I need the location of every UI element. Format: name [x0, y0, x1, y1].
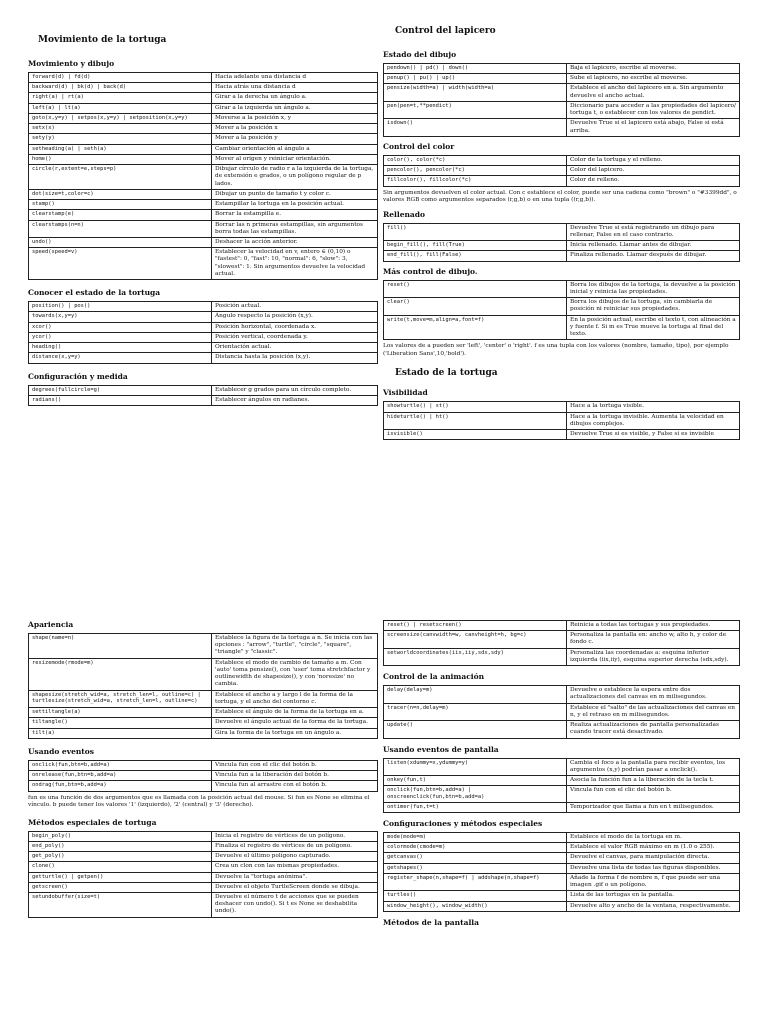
- function-description: Estampillar la tortuga en la posición actual.: [212, 200, 378, 210]
- function-signature: register_shape(n,shape=f) | addshape(n,shape=f): [384, 873, 567, 890]
- function-signature: clearstamp(e): [29, 210, 212, 220]
- table-row: [29, 200, 378, 210]
- function-description: Devuelve alto y ancho de la ventana, respectivamente.: [567, 901, 740, 911]
- function-signature: screensize(canvwidth=w, canvheight=h, bg=c): [384, 631, 567, 648]
- function-description: Realiza actualizaciones de pantalla personalizadas cuando tracer está desactivado.: [567, 721, 740, 738]
- function-signature: end_fill(), fill(False): [384, 251, 567, 261]
- function-signature: towards(x,y=y): [29, 312, 212, 322]
- section-heading: Configuraciones y métodos especiales: [383, 819, 543, 829]
- function-table: [383, 832, 740, 912]
- function-description: En la posición actual, escribe el texto t, con alineación a y fuente f. Si m es True mueve la tortuga al final del texto.: [567, 315, 740, 340]
- right-bottom-column: [383, 620, 740, 927]
- function-signature: hideturtle() | ht(): [384, 412, 567, 429]
- function-description: Color de relleno.: [567, 176, 740, 186]
- function-signature: xcor(): [29, 322, 212, 332]
- right-top-column: [383, 26, 740, 440]
- function-signature: get_poly(): [29, 852, 212, 862]
- function-signature: penup() | pu() | up(): [384, 74, 567, 84]
- function-description: Crea un clon con las mismas propiedades.: [212, 862, 378, 872]
- table-row: [29, 882, 378, 892]
- function-description: Mover a la posición y: [212, 134, 378, 144]
- function-table: [383, 620, 740, 666]
- function-signature: listen(xdummy=x,ydummy=y): [384, 758, 567, 775]
- function-description: Finaliza el registro de vértices de un polígono.: [212, 841, 378, 851]
- function-signature: undo(): [29, 237, 212, 247]
- table-row: [29, 134, 378, 144]
- table-row: [29, 322, 378, 332]
- table-row: [384, 298, 740, 315]
- function-description: Establece el ángulo de la forma de la tortuga en a.: [212, 708, 378, 718]
- function-signature: setworldcoordinates(iix,iiy,sdx,sdy): [384, 648, 567, 665]
- function-description: Color del lapicero.: [567, 166, 740, 176]
- function-description: Vincula fun con el clic del botón b.: [212, 760, 378, 770]
- function-table: [28, 301, 378, 363]
- table-row: [29, 237, 378, 247]
- section-note: fun es una función de dos argumentos que es llamada con la posición actual del mouse. Si fun es None se elimina el vínculo. b puede tener los valores '1' (izquierdo), '2' (central) y '3' (derecho).: [28, 794, 370, 809]
- function-signature: update(): [384, 721, 567, 738]
- function-signature: getscreen(): [29, 882, 212, 892]
- function-signature: clone(): [29, 862, 212, 872]
- function-description: Borrar las n primeras estampillas, sin argumentos borra todas las estampillas.: [212, 220, 378, 237]
- function-description: Devuelve el canvas, para manipulación directa.: [567, 853, 740, 863]
- section-heading: Rellenado: [383, 209, 426, 219]
- function-description: Asocia la función fun a la liberación de la tecla t.: [567, 776, 740, 786]
- table-row: [29, 852, 378, 862]
- function-signature: onrelease(fun,btn=b,add=a): [29, 771, 212, 781]
- function-description: Hacia adelante una distancia d: [212, 73, 378, 83]
- table-row: [29, 385, 378, 395]
- table-row: [29, 771, 378, 781]
- function-signature: reset(): [384, 280, 567, 297]
- function-description: Gira la forma de la tortuga en un ángulo a.: [212, 728, 378, 738]
- function-description: Devuelve la "tortuga anónima".: [212, 872, 378, 882]
- table-row: [384, 833, 740, 843]
- function-description: Establecer g grados para un círculo completo.: [212, 385, 378, 395]
- function-description: Devuelve el último polígono capturado.: [212, 852, 378, 862]
- table-row: [384, 853, 740, 863]
- function-description: Vincula fun al arrastre con el botón b.: [212, 781, 378, 791]
- table-row: [29, 165, 378, 190]
- table-row: [384, 223, 740, 240]
- table-row: [384, 74, 740, 84]
- function-description: Inicia el registro de vértices de un polígono.: [212, 831, 378, 841]
- table-row: [29, 312, 378, 322]
- function-signature: distance(x,y=y): [29, 353, 212, 363]
- function-signature: onclick(fun,btn=b,add=a) | onscreenclick(fun,btn=b,add=a): [384, 786, 567, 803]
- table-row: [29, 103, 378, 113]
- function-description: Posición actual.: [212, 302, 378, 312]
- function-description: Cambia el foco a la pantalla para recibir eventos, los argumentos (x,y) podrían pasar a onclick().: [567, 758, 740, 775]
- function-signature: getcanvas(): [384, 853, 567, 863]
- table-row: [384, 631, 740, 648]
- function-signature: pen(pen=t,**pendict): [384, 101, 567, 118]
- table-row: [384, 315, 740, 340]
- function-signature: colormode(cmode=m): [384, 843, 567, 853]
- function-signature: color(), color(*c): [384, 155, 567, 165]
- function-signature: settiltangle(a): [29, 708, 212, 718]
- function-signature: pendown() | pd() | down(): [384, 64, 567, 74]
- function-signature: stamp(): [29, 200, 212, 210]
- section-heading: Estado del dibujo: [383, 50, 457, 59]
- section-heading: Usando eventos: [28, 746, 94, 756]
- table-row: [29, 708, 378, 718]
- section-heading: Conocer el estado de la tortuga: [28, 288, 161, 298]
- function-signature: tracer(n=n,delay=m): [384, 703, 567, 720]
- table-row: [29, 862, 378, 872]
- function-signature: speed(speed=v): [29, 248, 212, 280]
- table-row: [29, 872, 378, 882]
- function-signature: window_height(), window_width(): [384, 901, 567, 911]
- function-signature: isvisible(): [384, 429, 567, 439]
- function-signature: left(a) | lt(a): [29, 103, 212, 113]
- function-description: Baja el lapicero, escribe al moverse.: [567, 64, 740, 74]
- table-row: [29, 189, 378, 199]
- section-heading: Métodos especiales de tortuga: [28, 817, 157, 827]
- function-description: Ángulo respecto la posición (x,y).: [212, 312, 378, 322]
- function-signature: pensize(width=a) | width(width=a): [384, 84, 567, 101]
- table-row: [29, 144, 378, 154]
- table-row: [29, 760, 378, 770]
- table-row: [29, 210, 378, 220]
- function-signature: setheading(a) | seth(a): [29, 144, 212, 154]
- function-table: [383, 155, 740, 187]
- function-signature: ycor(): [29, 332, 212, 342]
- table-row: [384, 412, 740, 429]
- function-description: Posición horizontal, coordenada x.: [212, 322, 378, 332]
- function-description: Devuelve True si el lapicero está abajo, False si está arriba.: [567, 119, 740, 136]
- table-row: [384, 686, 740, 703]
- function-description: Posición vertical, coordenada y.: [212, 332, 378, 342]
- function-signature: forward(d) | fd(d): [29, 73, 212, 83]
- function-description: Establecer la velocidad en v, entero ∈ (0,10) o "fastest": 0, "fast": 10, "normal": 6, "slow": 3, "slowest": 1. Sin argumentos devuelve la velocidad actual.: [212, 248, 378, 280]
- function-signature: getturtle() | getpen(): [29, 872, 212, 882]
- function-signature: onclick(fun,btn=b,add=a): [29, 760, 212, 770]
- function-signature: position() | pos(): [29, 302, 212, 312]
- table-row: [384, 429, 740, 439]
- function-description: Establece el modo de la tortuga en m.: [567, 833, 740, 843]
- function-description: Establece el "salto" de las actualizaciones del canvas en n, y el retraso en m milisegundos.: [567, 703, 740, 720]
- table-row: [384, 119, 740, 136]
- function-description: Cambiar orientación al ángulo a: [212, 144, 378, 154]
- function-signature: shape(name=n): [29, 634, 212, 659]
- function-table: [28, 760, 378, 792]
- function-description: Girar a la derecha un ángulo a.: [212, 93, 378, 103]
- table-row: [29, 831, 378, 841]
- function-signature: tilt(a): [29, 728, 212, 738]
- function-signature: heading(): [29, 343, 212, 353]
- function-description: Orientación actual.: [212, 343, 378, 353]
- table-row: [29, 781, 378, 791]
- table-row: [384, 648, 740, 665]
- table-row: [29, 248, 378, 280]
- table-row: [29, 220, 378, 237]
- table-row: [384, 873, 740, 890]
- table-row: [29, 841, 378, 851]
- table-row: [384, 776, 740, 786]
- table-row: [384, 280, 740, 297]
- function-description: Mover a la posición x: [212, 124, 378, 134]
- function-signature: pencolor(), pencolor(*c): [384, 166, 567, 176]
- function-description: Establece el ancho del lapicero en a. Sin argumento devuelve el ancho actual.: [567, 84, 740, 101]
- table-row: [384, 251, 740, 261]
- function-signature: turtles(): [384, 891, 567, 901]
- function-description: Hace a la tortuga invisible. Aumenta la velocidad en dibujos complejos.: [567, 412, 740, 429]
- function-description: Establece la figura de la tortuga a n. Se inicia con las opciones : "arrow", "turtle", "circle", "square", "triangle" y "classic".: [212, 634, 378, 659]
- function-description: Devuelve True si es visible, y False si es invisible: [567, 429, 740, 439]
- table-row: [384, 721, 740, 738]
- function-table: [383, 223, 740, 262]
- function-description: Dibujar círculo de radio r a la izquierda de la tortuga, de extensión e grados, o un polígono regular de p lados.: [212, 165, 378, 190]
- section-heading: Control del color: [383, 141, 455, 151]
- table-row: [29, 73, 378, 83]
- function-description: Establece el ancho a y largo l de la forma de la tortuga, y el ancho del contorno c.: [212, 690, 378, 707]
- table-row: [29, 728, 378, 738]
- table-row: [384, 241, 740, 251]
- function-description: Reinicia a todas las tortugas y sus propiedades.: [567, 621, 740, 631]
- function-table: [28, 831, 378, 918]
- function-description: Devuelve el ángulo actual de la forma de la tortuga.: [212, 718, 378, 728]
- table-row: [29, 395, 378, 405]
- function-signature: mode(mode=m): [384, 833, 567, 843]
- table-row: [29, 302, 378, 312]
- function-description: Diccionario para acceder a las propiedades del lapicero/ tortuga t, o establecer con los valores de pendict.: [567, 101, 740, 118]
- function-signature: setx(x): [29, 124, 212, 134]
- table-row: [29, 124, 378, 134]
- function-description: Temporizador que llama a fun en t milisegundos.: [567, 802, 740, 812]
- function-table: [28, 72, 378, 280]
- function-signature: getshapes(): [384, 863, 567, 873]
- function-signature: circle(r,extent=e,steps=p): [29, 165, 212, 190]
- function-signature: begin_poly(): [29, 831, 212, 841]
- function-description: Girar a la izquierda un ángulo a.: [212, 103, 378, 113]
- function-description: Lista de las tortugas en la pantalla.: [567, 891, 740, 901]
- section-title-estado: Estado de la tortuga: [395, 368, 498, 379]
- section-note: Sin argumentos devuelven el color actual. Con c establece el color, puede ser una cadena como "brown" o "#3399dd", o valores RGB como argumentos separados (r,g,b) o en una tupla ((r,g,b)).: [383, 189, 737, 204]
- function-description: Vincula fun con el clic del botón b.: [567, 786, 740, 803]
- function-description: Dibujar un punto de tamaño t y color c.: [212, 189, 378, 199]
- table-row: [29, 353, 378, 363]
- function-signature: begin_fill(), fill(True): [384, 241, 567, 251]
- function-description: Establecer ángulos en radianes.: [212, 395, 378, 405]
- function-signature: home(): [29, 154, 212, 164]
- section-heading: Configuración y medida: [28, 371, 128, 381]
- function-table: [28, 385, 378, 406]
- function-signature: delay(delay=m): [384, 686, 567, 703]
- section-heading: Usando eventos de pantalla: [383, 744, 499, 754]
- table-row: [29, 332, 378, 342]
- table-row: [29, 113, 378, 123]
- function-signature: fillcolor(), fillcolor(*c): [384, 176, 567, 186]
- section-heading: Apariencia: [28, 620, 74, 629]
- table-row: [29, 83, 378, 93]
- function-signature: sety(y): [29, 134, 212, 144]
- function-description: Vincula fun a la liberación del botón b.: [212, 771, 378, 781]
- function-description: Hacia atrás una distancia d: [212, 83, 378, 93]
- table-row: [29, 154, 378, 164]
- function-description: Distancia hasta la posición (x,y).: [212, 353, 378, 363]
- section-heading: Control de la animación: [383, 672, 485, 682]
- function-table: [28, 633, 378, 739]
- function-signature: clear(): [384, 298, 567, 315]
- function-description: Color de la tortuga y el relleno.: [567, 155, 740, 165]
- function-description: Devuelve el número t de acciones que se pueden deshacer con undo(). Si t es None se deshabilita undo().: [212, 892, 378, 917]
- function-table: [383, 63, 740, 137]
- function-signature: backward(d) | bk(d) | back(d): [29, 83, 212, 93]
- function-description: Añade la forma f de nombre n, f que puede ser una imagen .gif o un polígono.: [567, 873, 740, 890]
- table-row: [384, 155, 740, 165]
- section-heading: Movimiento y dibujo: [28, 59, 115, 68]
- table-row: [29, 93, 378, 103]
- function-description: Moverse a la posición x, y: [212, 113, 378, 123]
- function-description: Borrar la estampilla e.: [212, 210, 378, 220]
- function-signature: onkey(fun,t): [384, 776, 567, 786]
- table-row: [384, 176, 740, 186]
- function-table: [383, 685, 740, 738]
- function-description: Deshacer la acción anterior.: [212, 237, 378, 247]
- table-row: [29, 690, 378, 707]
- table-row: [384, 891, 740, 901]
- function-description: Inicia rellenado. Llamar antes de dibujar.: [567, 241, 740, 251]
- function-signature: isdown(): [384, 119, 567, 136]
- function-signature: fill(): [384, 223, 567, 240]
- function-signature: resizemode(rmode=m): [29, 658, 212, 690]
- table-row: [384, 863, 740, 873]
- section-heading-visibilidad: Visibilidad: [383, 388, 428, 398]
- function-description: Establece el valor RGB máximo en m (1.0 o 255).: [567, 843, 740, 853]
- function-signature: setundobuffer(size=t): [29, 892, 212, 917]
- table-row: [384, 802, 740, 812]
- section-title-lapicero: Control del lapicero: [395, 26, 496, 36]
- function-description: Mover al origen y reiniciar orientación.: [212, 154, 378, 164]
- table-row: [384, 843, 740, 853]
- function-description: Hace a la tortuga visible.: [567, 402, 740, 412]
- function-description: Devuelve o establece la espera entre dos actualizaciones del canvas en m milisegundos.: [567, 686, 740, 703]
- function-table: [383, 758, 740, 813]
- function-signature: radians(): [29, 395, 212, 405]
- function-description: Borra los dibujos de la tortuga, la devuelve a la posición inicial y reinicia las propiedades.: [567, 280, 740, 297]
- section-title-movimiento: Movimiento de la tortuga: [38, 35, 167, 45]
- section-note: Los valores de a pueden ser 'left', 'center' o 'right'. f es una tupla con los valores (nombre, tamaño, tipo), por ejemplo ('Liberation Sans',10,'bold').: [383, 343, 729, 357]
- function-description: Sube el lapicero, no escribe al moverse.: [567, 74, 740, 84]
- function-signature: goto(x,y=y) | setpos(x,y=y) | setposition(x,y=y): [29, 113, 212, 123]
- function-table: [383, 401, 740, 440]
- function-description: Devuelve True si está registrando un dibujo para rellenar, False en el caso contrario.: [567, 223, 740, 240]
- table-row: [384, 703, 740, 720]
- function-description: Borra los dibujos de la tortuga, sin cambiarla de posición ni reiniciar sus propiedades.: [567, 298, 740, 315]
- table-row: [29, 634, 378, 659]
- table-row: [29, 343, 378, 353]
- table-row: [384, 64, 740, 74]
- function-description: Establece el modo de cambio de tamaño a m. Con 'auto' toma pensize(), con 'user' toma stretchfactor y outlinewidth de shapesize(), y con 'noresize' no cambia.: [212, 658, 378, 690]
- function-signature: shapesize(stretch_wid=a, stretch_len=l, outline=c) | turtlesize(stretch_wid=a, stretch_len=l, outline=c): [29, 690, 212, 707]
- table-row: [29, 718, 378, 728]
- function-signature: end_poly(): [29, 841, 212, 851]
- function-signature: tiltangle(): [29, 718, 212, 728]
- function-description: Devuelve el objeto TurtleScreen donde se dibuja.: [212, 882, 378, 892]
- function-signature: showturtle() | st(): [384, 402, 567, 412]
- function-signature: dot(size=t,color=c): [29, 189, 212, 199]
- function-description: Personaliza las coordenadas a: esquina inferior izquierda (iix,iiy), esquina superior derecha (sdx,sdy).: [567, 648, 740, 665]
- table-row: [384, 166, 740, 176]
- function-signature: degrees(fullcircle=g): [29, 385, 212, 395]
- table-row: [384, 101, 740, 118]
- section-heading-metodos-pantalla: Métodos de la pantalla: [383, 917, 480, 927]
- function-signature: right(a) | rt(a): [29, 93, 212, 103]
- table-row: [384, 758, 740, 775]
- table-row: [384, 402, 740, 412]
- function-description: Devuelve una lista de todas las figuras disponibles.: [567, 863, 740, 873]
- table-row: [384, 901, 740, 911]
- left-top-column: [28, 35, 378, 406]
- function-table: [383, 280, 740, 341]
- function-description: Finaliza rellenado. Llamar después de dibujar.: [567, 251, 740, 261]
- function-signature: ondrag(fun,btn=b,add=a): [29, 781, 212, 791]
- table-row: [29, 658, 378, 690]
- table-row: [29, 892, 378, 917]
- table-row: [384, 84, 740, 101]
- function-signature: write(t,move=m,align=a,font=f): [384, 315, 567, 340]
- function-description: Personaliza la pantalla en: ancho w, alto h, y color de fondo c.: [567, 631, 740, 648]
- left-bottom-column: [28, 620, 378, 918]
- table-row: [384, 786, 740, 803]
- table-row: [384, 621, 740, 631]
- function-signature: reset() | resetscreen(): [384, 621, 567, 631]
- function-signature: ontimer(fun,t=t): [384, 802, 567, 812]
- section-heading: Más control de dibujo.: [383, 266, 478, 276]
- function-signature: clearstamps(n=n): [29, 220, 212, 237]
